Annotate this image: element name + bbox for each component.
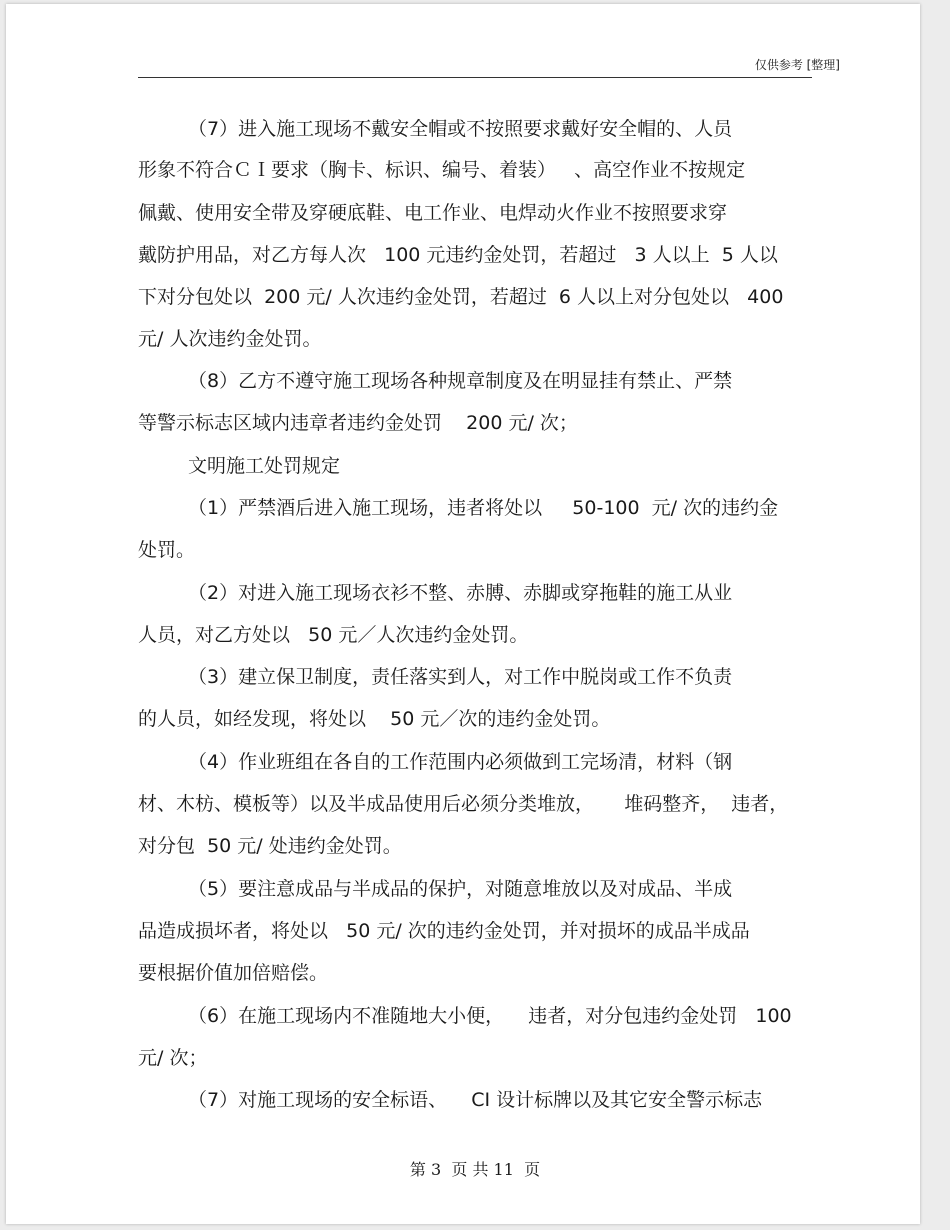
document-page <box>6 4 920 1224</box>
paragraph-line: （7）对施工现场的安全标语、 CI 设计标牌以及其它安全警示标志 <box>188 1089 763 1111</box>
paragraph-line: 戴防护用品，对乙方每人次 100 元违约金处罚，若超过 3 人以上 5 人以 <box>138 244 778 266</box>
paragraph-line: （6）在施工现场内不准随地大小便， 违者，对分包违约金处罚 100 <box>188 1005 792 1027</box>
paragraph-line: 形象不符合ＣＩ要求（胸卡、标识、编号、着装） 、高空作业不按规定 <box>138 159 746 181</box>
paragraph-line: （1）严禁酒后进入施工现场，违者将处以 50-100 元/ 次的违约金 <box>188 497 779 519</box>
paragraph-line: （7）进入施工现场不戴安全帽或不按照要求戴好安全帽的、人员 <box>188 118 733 140</box>
paragraph-line: （3）建立保卫制度，责任落实到人，对工作中脱岗或工作不负责 <box>188 666 733 688</box>
paragraph-line: （8）乙方不遵守施工现场各种规章制度及在明显挂有禁止、严禁 <box>188 370 733 392</box>
page-header-label: 仅供参考 [整理] <box>754 58 840 72</box>
paragraph-line: （4）作业班组在各自的工作范围内必须做到工完场清，材料（钢 <box>188 751 733 773</box>
paragraph-line: （5）要注意成品与半成品的保护，对随意堆放以及对成品、半成 <box>188 878 733 900</box>
paragraph-line: 要根据价值加倍赔偿。 <box>138 962 329 984</box>
paragraph-line: 元/ 人次违约金处罚。 <box>138 328 322 350</box>
paragraph-line: （2）对进入施工现场衣衫不整、赤膊、赤脚或穿拖鞋的施工从业 <box>188 582 733 604</box>
page-number-footer: 第 3 页 共 11 页 <box>409 1160 541 1179</box>
paragraph-line: 品造成损坏者，将处以 50 元/ 次的违约金处罚，并对损坏的成品半成品 <box>138 920 750 942</box>
header-divider <box>138 77 812 78</box>
paragraph-line: 的人员，如经发现，将处以 50 元／次的违约金处罚。 <box>138 708 611 730</box>
paragraph-line: 对分包 50 元/ 处违约金处罚。 <box>138 835 402 857</box>
paragraph-line: 元/ 次； <box>138 1047 208 1069</box>
paragraph-line: 处罚。 <box>138 539 196 561</box>
paragraph-line: 等警示标志区域内违章者违约金处罚 200 元/ 次； <box>138 412 578 434</box>
paragraph-line: 佩戴、使用安全带及穿硬底鞋、电工作业、电焊动火作业不按照要求穿 <box>138 202 728 224</box>
paragraph-line: 下对分包处以 200 元/ 人次违约金处罚，若超过 6 人以上对分包处以 400 <box>138 286 784 308</box>
section-heading: 文明施工处罚规定 <box>188 455 341 477</box>
paragraph-line: 人员，对乙方处以 50 元／人次违约金处罚。 <box>138 624 529 646</box>
paragraph-line: 材、木枋、模板等）以及半成品使用后必须分类堆放， 堆码整齐， 违者， <box>138 793 789 815</box>
